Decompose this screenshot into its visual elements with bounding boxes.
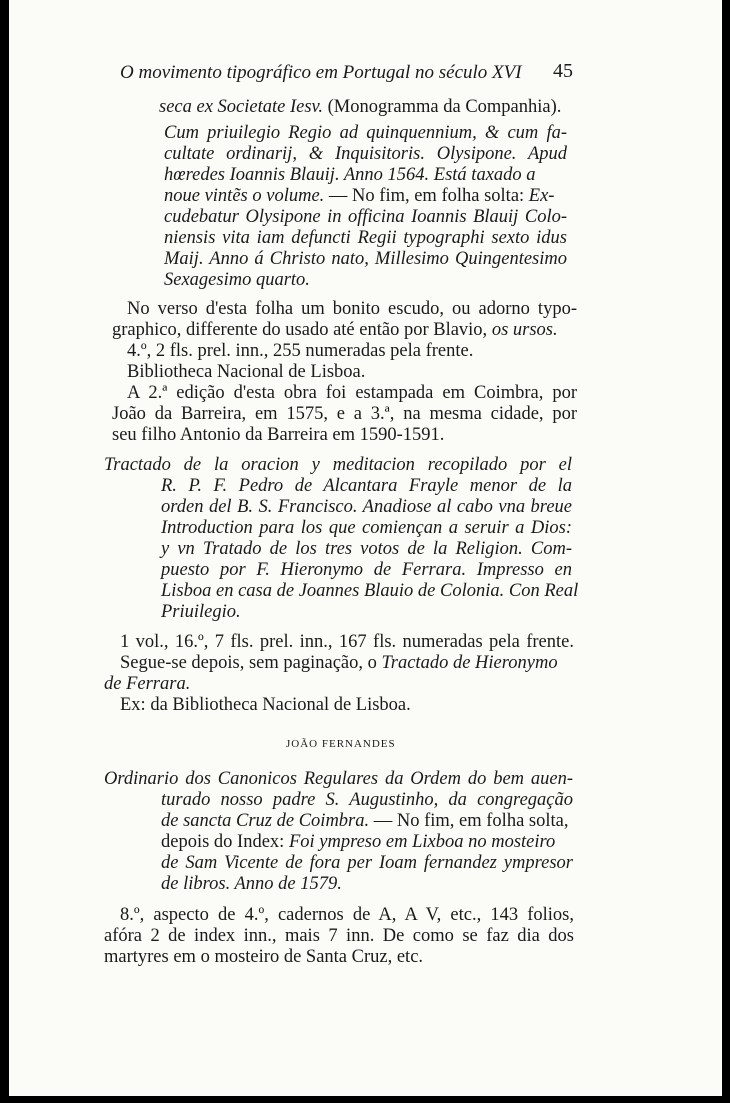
entry1-line-1 — [159, 98, 561, 118]
entry2-line-3: orden del B. S. Francisco. Anadiose al cabo vna breue — [161, 497, 572, 517]
page-number: 45 — [553, 60, 573, 82]
entry1-line-4 — [164, 166, 567, 186]
entry2-line-1: Tractado de la oracion y meditacion recopilado por el — [104, 455, 572, 475]
entry2-note-4: Ex: da Bibliotheca Nacional de Lisboa. — [120, 695, 411, 715]
entry3-index-note: depois do Index: — [161, 832, 289, 852]
entry2-line-8: Priuilegio. — [161, 602, 241, 622]
entry2-line-7: Lisboa en casa de Joannes Blauio de Colonia. Con Real — [161, 581, 579, 601]
entry2-line-2: R. P. F. Pedro de Alcantara Frayle menor de la — [161, 476, 572, 496]
running-title: O movimento tipográfico em Portugal no século XVI — [120, 62, 522, 83]
entry1-line-6: cudebatur Olysipone in officina Ioannis Blauij Colo- — [164, 207, 567, 227]
entry1-colophon-note: — No fim, em folha solta: — [324, 186, 529, 206]
entry3-title-end: de sancta Cruz de Coimbra. — [161, 811, 370, 831]
entry2-note-1: 1 vol., 16.º, 7 fls. prel. inn., 167 fls. numeradas pela frente. — [120, 632, 574, 652]
entry1-line-2: Cum priuilegio Regio ad quinquennium, & cum fa- — [164, 123, 567, 143]
section-heading: JOÃO FERNANDES — [286, 738, 396, 750]
entry1-line-3: cultate ordinarij, & Inquisitoris. Olysipone. Apud — [164, 144, 567, 164]
entry3-line-4 — [161, 833, 555, 853]
entry2-note-2 — [120, 654, 558, 674]
entry3-note-2: afóra 2 de index inn., mais 7 inn. De como se faz dia dos — [104, 926, 574, 946]
book-page — [9, 0, 722, 1096]
entry2-note-2-italic: Tractado de Hieronymo — [381, 653, 558, 673]
entry2-note-3: de Ferrara. — [104, 674, 191, 694]
entry3-colophon-note: — No fim, em folha solta, — [369, 811, 569, 831]
entry1-line-7: niensis vita iam defuncti Regii typographi sexto idus — [164, 228, 567, 248]
entry1-note-2-italic: os ursos. — [491, 320, 558, 340]
entry3-line-2: turado nosso padre S. Augustinho, da congregação — [161, 790, 573, 810]
entry3-note-3: martyres em o mosteiro de Santa Cruz, etc. — [104, 947, 424, 967]
entry1-monogram-note: (Monogramma da Companhia). — [323, 97, 562, 117]
entry1-imprint-text: hœredes Ioannis Blauij. Anno 1564. — [164, 165, 430, 185]
entry1-note-3: 4.º, 2 fls. prel. inn., 255 numeradas pela frente. — [127, 341, 474, 361]
entry1-line-5 — [164, 187, 554, 207]
entry2-note-2-text: Segue-se depois, sem paginação, o — [120, 653, 382, 673]
entry1-price-text: noue vintẽs o volume. — [164, 186, 325, 206]
entry1-note-1: No verso d'esta folha um bonito escudo, ou adorno typo- — [127, 299, 577, 319]
entry2-line-4: Introduction para los que comiençan a seruir a Dios: — [161, 518, 572, 538]
entry1-price-note: Está taxado a — [429, 165, 536, 185]
entry3-line-6: de libros. Anno de 1579. — [161, 874, 342, 894]
entry1-note-2 — [112, 321, 558, 341]
entry1-line-9: Sexagesimo quarto. — [164, 270, 310, 290]
entry1-note-2-text: graphico, differente do usado até então por Blavio, — [112, 320, 492, 340]
entry2-line-5: y vn Tratado de los tres votos de la Religion. Com- — [161, 539, 572, 559]
entry3-note-1: 8.º, aspecto de 4.º, cadernos de A, A V, etc., 143 folios, — [120, 905, 574, 925]
entry1-colophon-start: Ex- — [528, 186, 555, 206]
entry3-line-3 — [161, 812, 568, 832]
entry3-line-5: de Sam Vicente de fora per Ioam fernandez ympresor — [161, 853, 573, 873]
entry1-note-5: A 2.ª edição d'esta obra foi estampada em Coimbra, por — [127, 383, 577, 403]
entry3-colophon-text: Foi ympreso em Lixboa no mosteiro — [288, 832, 556, 852]
entry1-note-6: João da Barreira, em 1575, e a 3.ª, na mesma cidade, por — [112, 404, 577, 424]
entry1-line-8: Maij. Anno á Christo nato, Millesimo Quingentesimo — [164, 249, 567, 269]
entry1-note-7: seu filho Antonio da Barreira em 1590-1591. — [112, 425, 445, 445]
entry3-line-1: Ordinario dos Canonicos Regulares da Ordem do bem auen- — [104, 769, 573, 789]
entry1-note-4: Bibliotheca Nacional de Lisboa. — [127, 362, 366, 382]
entry2-line-6: puesto por F. Hieronymo de Ferrara. Impresso en — [161, 560, 572, 580]
entry1-title-text: seca ex Societate Iesv. — [159, 97, 324, 117]
